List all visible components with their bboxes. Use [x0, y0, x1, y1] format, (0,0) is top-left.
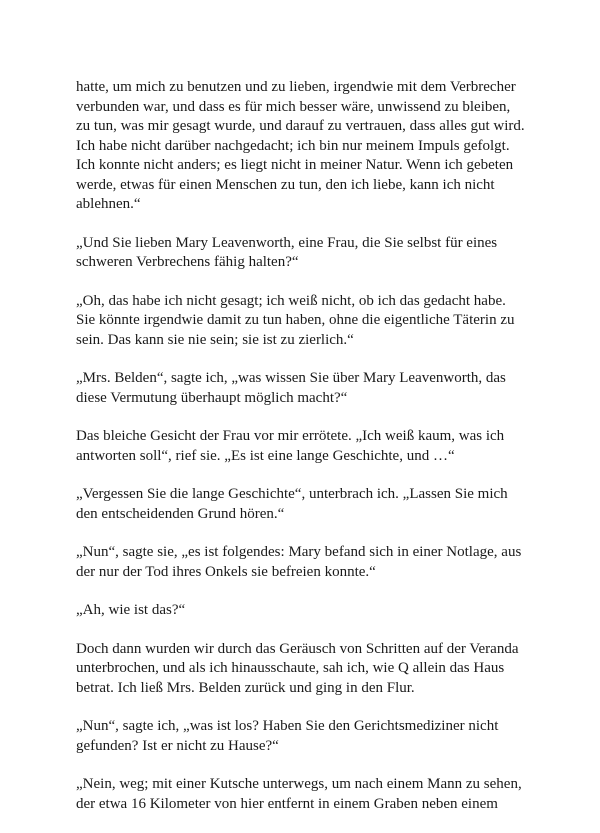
paragraph: „Oh, das habe ich nicht gesagt; ich weiß nicht, ob ich das gedacht habe. Sie könnte irgendwie damit zu tun haben, ohne die eigentliche Täterin zu sein. Das kann sie nie sein; sie ist zu zierlich.“: [76, 292, 515, 348]
paragraph: Doch dann wurden wir durch das Geräusch von Schritten auf der Veranda unterbrochen, und als ich hinausschaute, sah ich, wie Q allein das Haus betrat. Ich ließ Mrs. Belden zurück und ging in den Flur.: [76, 640, 519, 696]
paragraph: „Nun“, sagte ich, „was ist los? Haben Sie den Gerichtsmediziner nicht gefunden? Ist er nicht zu Hause?“: [76, 718, 499, 754]
paragraph: hatte, um mich zu benutzen und zu lieben, irgendwie mit dem Verbrecher verbunden war, und dass es für mich besser wäre, unwissend zu bleiben, zu tun, was mir gesagt wurde, und darauf zu vertrauen, dass alles gut wird. Ich habe nicht darüber nachgedacht; ich bin nur meinem Impuls gefolgt. Ich konnte nicht anders; es liegt nicht in meiner Natur. Wenn ich gebeten werde, etwas für einen Menschen zu tun, den ich liebe, kann ich nicht ablehnen.“: [76, 79, 525, 212]
paragraph: „Und Sie lieben Mary Leavenworth, eine Frau, die Sie selbst für eines schweren Verbrechens fähig halten?“: [76, 234, 498, 270]
body-text: [76, 78, 526, 833]
paragraph: „Nun“, sagte sie, „es ist folgendes: Mary befand sich in einer Notlage, aus der nur der Tod ihres Onkels sie befreien konnte.“: [76, 544, 522, 580]
paragraph: „Vergessen Sie die lange Geschichte“, unterbrach ich. „Lassen Sie mich den entscheidenden Grund hören.“: [76, 486, 508, 522]
paragraph: „Ah, wie ist das?“: [76, 602, 186, 618]
paragraph: „Mrs. Belden“, sagte ich, „was wissen Sie über Mary Leavenworth, das diese Vermutung überhaupt möglich macht?“: [76, 370, 506, 406]
paragraph: Das bleiche Gesicht der Frau vor mir errötete. „Ich weiß kaum, was ich antworten soll“, rief sie. „Es ist eine lange Geschichte, und …“: [76, 428, 505, 464]
paragraph: „Nein, weg; mit einer Kutsche unterwegs, um nach einem Mann zu sehen, der etwa 16 Kilometer von hier entfernt in einem Graben neben einem: [76, 776, 522, 812]
